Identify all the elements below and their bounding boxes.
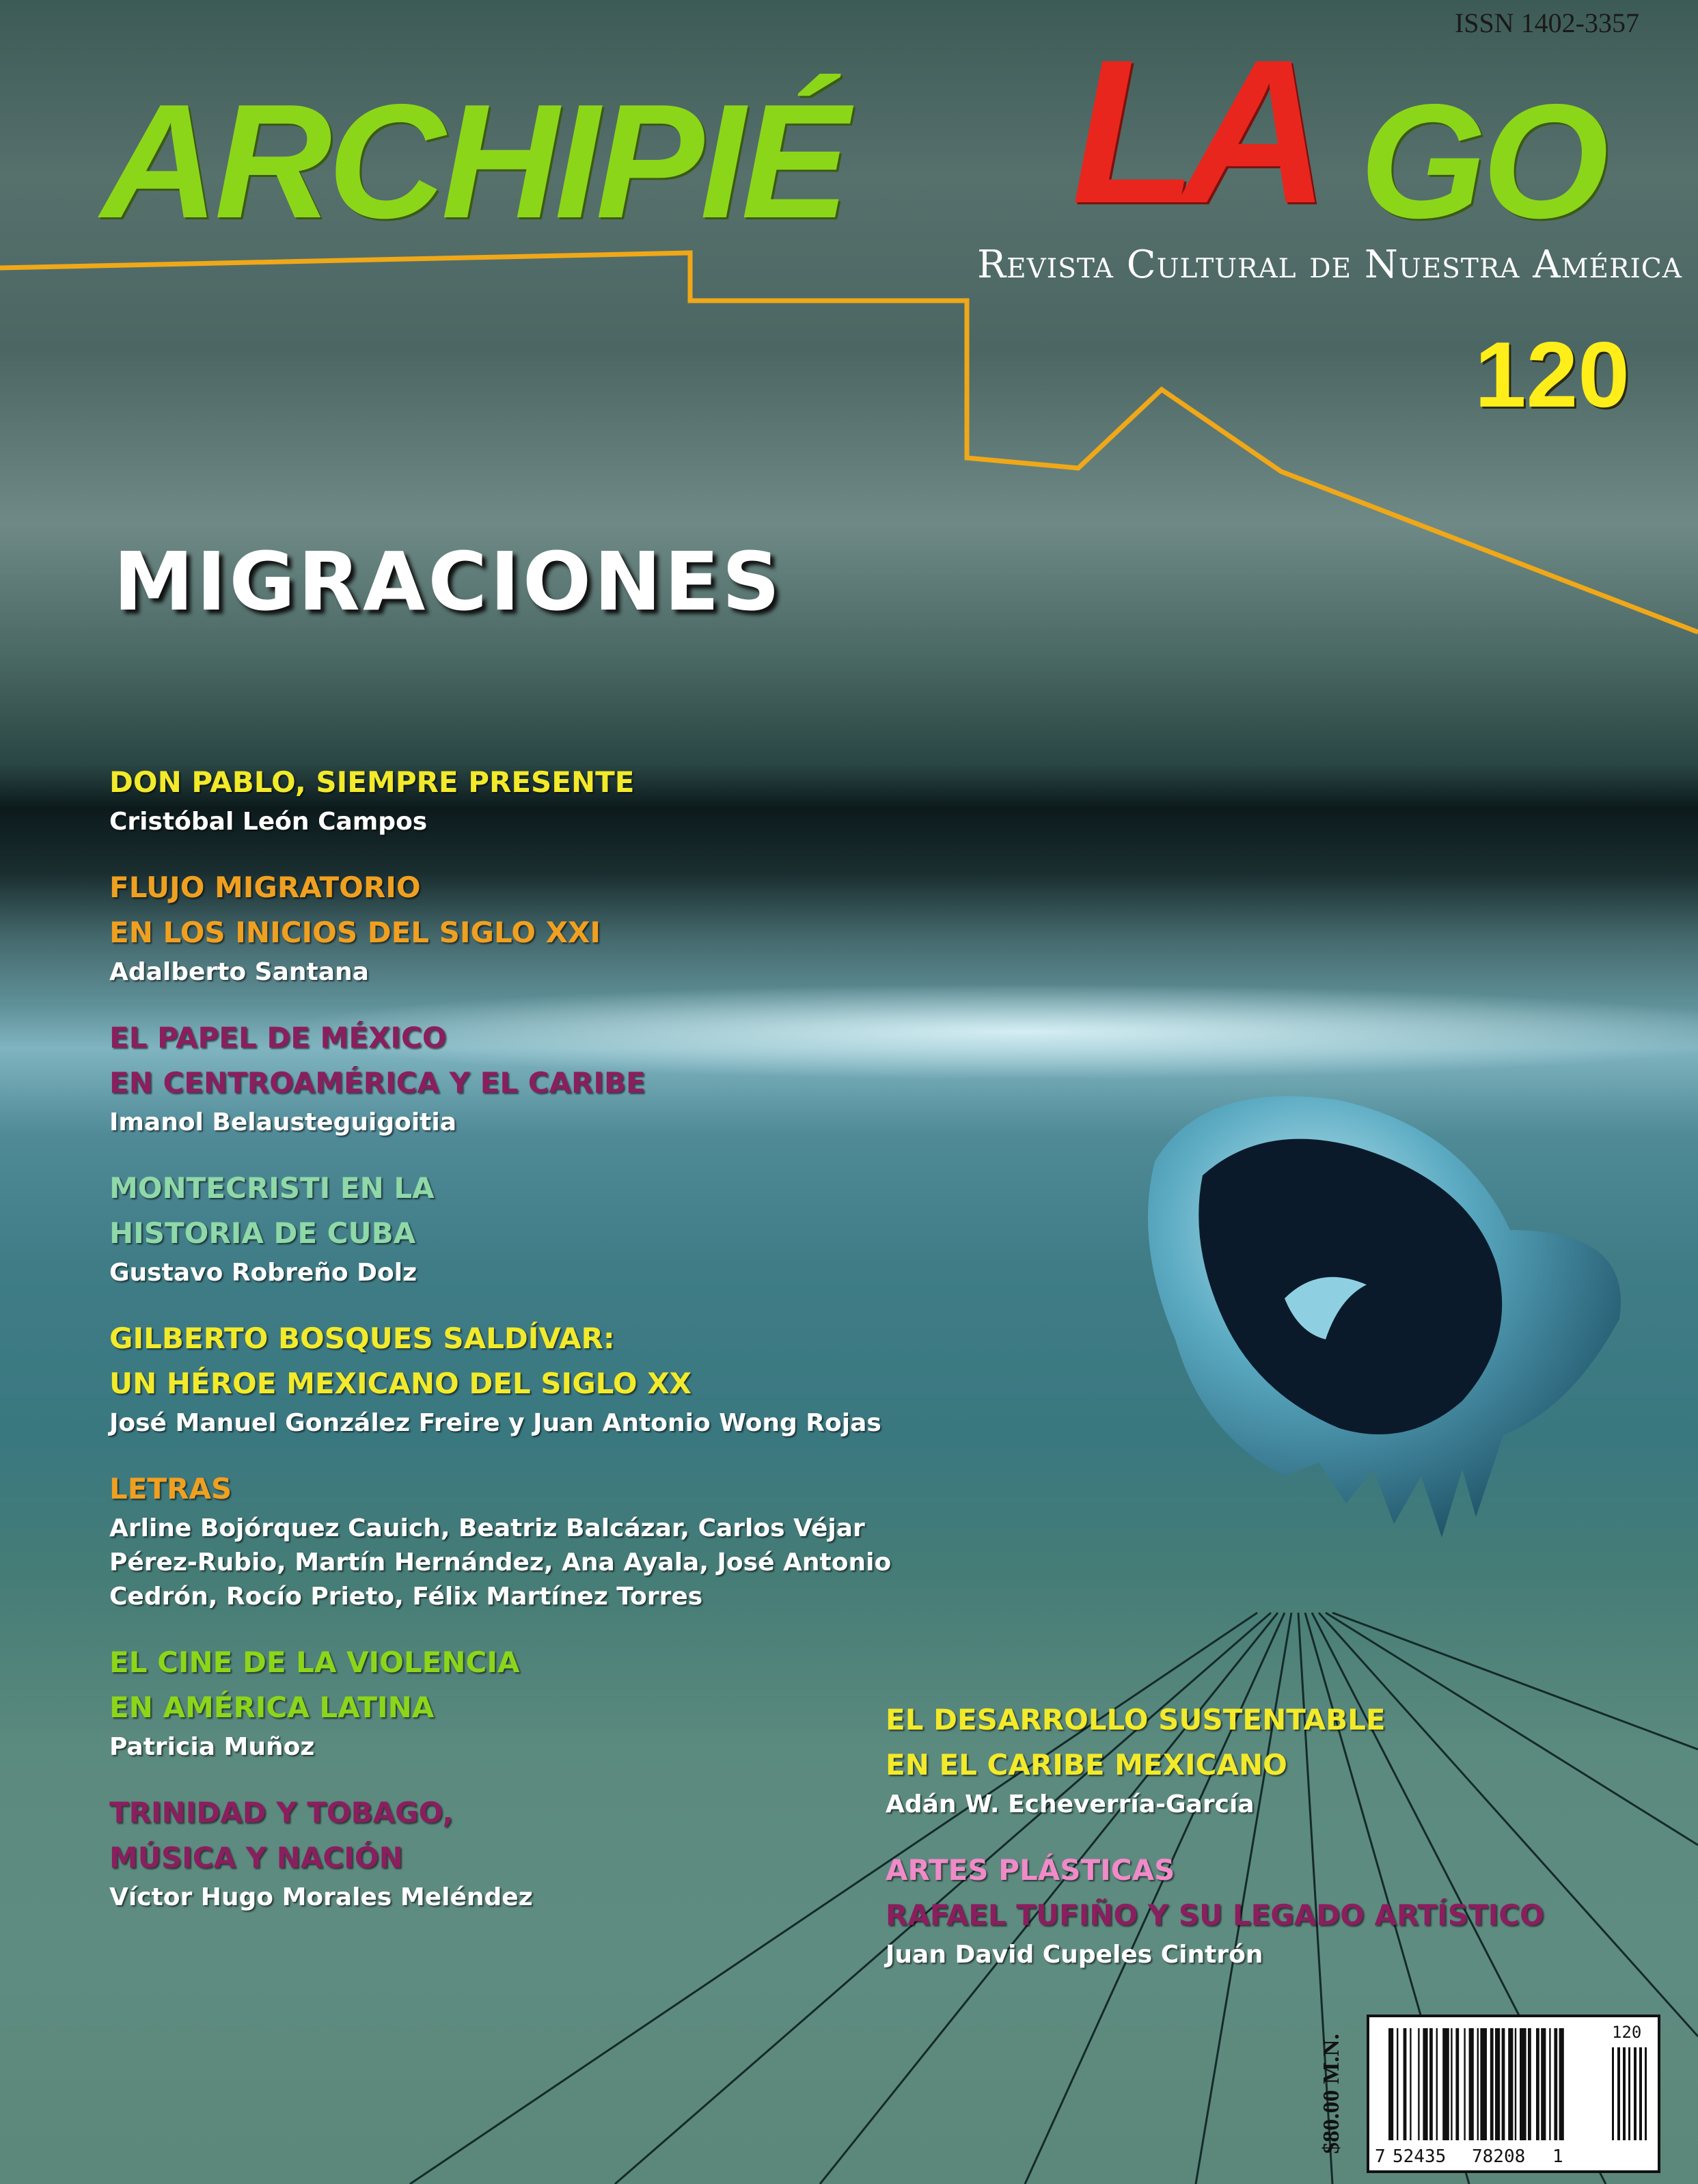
barcode-bar bbox=[1508, 2028, 1513, 2140]
article-title-line: EL PAPEL DE MÉXICO bbox=[109, 1021, 447, 1054]
issue-number: 120 bbox=[1475, 323, 1630, 426]
issue-theme-title: MIGRACIONES bbox=[113, 534, 783, 629]
barcode-supplement-bar bbox=[1645, 2047, 1647, 2140]
article-author: Arline Bojórquez Cauich, Beatriz Balcázar, Carlos Véjar Pérez-Rubio, Martín Hernández, Ana Ayala, José Antonio Cedrón, Rocío Prieto, Félix Martínez Torres bbox=[109, 1514, 892, 1611]
barcode-supplement-bar bbox=[1612, 2047, 1614, 2140]
article-title-line: DON PABLO, SIEMPRE PRESENTE bbox=[109, 765, 635, 799]
logo-text-middle: LA bbox=[1071, 16, 1315, 246]
contents-entry bbox=[109, 865, 895, 989]
barcode-bar bbox=[1520, 2028, 1526, 2140]
article-title-line: HISTORIA DE CUBA bbox=[109, 1216, 416, 1250]
logo-text-left: ARCHIPIÉ bbox=[101, 71, 846, 252]
barcode-bar bbox=[1480, 2028, 1487, 2140]
barcode-bar bbox=[1541, 2028, 1546, 2140]
article-title-line: FLUJO MIGRATORIO bbox=[109, 871, 421, 904]
article-author: Patricia Muñoz bbox=[109, 1733, 315, 1761]
article-author: José Manuel González Freire y Juan Antonio Wong Rojas bbox=[109, 1409, 881, 1437]
barcode-bar bbox=[1397, 2028, 1398, 2140]
barcode-bar bbox=[1429, 2028, 1433, 2140]
barcode-supplement-bar bbox=[1639, 2047, 1641, 2140]
barcode-digits-left: 7 bbox=[1375, 2146, 1386, 2167]
barcode-bar bbox=[1410, 2028, 1411, 2140]
barcode-bar bbox=[1442, 2028, 1449, 2140]
article-author: Adalberto Santana bbox=[109, 958, 369, 986]
barcode-bar bbox=[1554, 2028, 1557, 2140]
price-label bbox=[1302, 2015, 1361, 2173]
barcode-bars bbox=[1388, 2028, 1647, 2140]
barcode-supplement-bar bbox=[1634, 2047, 1637, 2140]
barcode-bar bbox=[1490, 2028, 1494, 2140]
barcode-bar bbox=[1515, 2028, 1516, 2140]
article-author: Víctor Hugo Morales Meléndez bbox=[109, 1883, 533, 1911]
article-title-line: LETRAS bbox=[109, 1472, 232, 1505]
barcode-bar bbox=[1559, 2028, 1564, 2140]
barcode bbox=[1367, 2015, 1660, 2173]
contents-entry bbox=[109, 1640, 895, 1764]
article-title-line: EN LOS INICIOS DEL SIGLO XXI bbox=[109, 916, 601, 949]
barcode-bar bbox=[1528, 2028, 1531, 2140]
contents-entry bbox=[109, 1166, 895, 1290]
barcode-bar bbox=[1549, 2028, 1550, 2140]
barcode-supplement-bar bbox=[1623, 2047, 1624, 2140]
barcode-bar bbox=[1464, 2028, 1465, 2140]
barcode-bar bbox=[1423, 2028, 1427, 2140]
barcode-bar bbox=[1495, 2028, 1500, 2140]
barcode-svg bbox=[1369, 2017, 1658, 2170]
barcode-bar bbox=[1502, 2028, 1505, 2140]
article-title-line: ARTES PLÁSTICAS bbox=[886, 1853, 1175, 1887]
article-author: Juan David Cupeles Cintrón bbox=[886, 1941, 1263, 1969]
article-title-line: RAFAEL TUFIÑO Y SU LEGADO ARTÍSTICO bbox=[886, 1898, 1544, 1932]
article-title-line: UN HÉROE MEXICANO DEL SIGLO XX bbox=[109, 1367, 692, 1400]
contents-right-column bbox=[886, 1697, 1671, 1998]
article-title-line: EL DESARROLLO SUSTENTABLE bbox=[886, 1703, 1386, 1736]
article-title-line: EN CENTROAMÉRICA Y EL CARIBE bbox=[109, 1066, 646, 1100]
article-title-line: EL CINE DE LA VIOLENCIA bbox=[109, 1646, 520, 1679]
barcode-bar bbox=[1477, 2028, 1479, 2140]
contents-entry bbox=[109, 1015, 895, 1140]
contents-entry bbox=[109, 1790, 895, 1915]
article-title-line: GILBERTO BOSQUES SALDÍVAR: bbox=[109, 1322, 615, 1355]
barcode-digits-mid: 52435 bbox=[1393, 2146, 1447, 2167]
contents-left-column bbox=[109, 760, 895, 1941]
contents-entry bbox=[886, 1848, 1671, 1893]
barcode-bar bbox=[1451, 2028, 1452, 2140]
article-title-line: MONTECRISTI EN LA bbox=[109, 1171, 435, 1205]
article-title-line: TRINIDAD Y TOBAGO, bbox=[109, 1796, 454, 1829]
barcode-bar bbox=[1455, 2028, 1459, 2140]
barcode-issue: 120 bbox=[1612, 2023, 1642, 2042]
article-title-line: EN EL CARIBE MEXICANO bbox=[886, 1748, 1287, 1782]
floating-sphere bbox=[1148, 1096, 1621, 1538]
barcode-bar bbox=[1536, 2028, 1539, 2140]
article-title-line: EN AMÉRICA LATINA bbox=[109, 1691, 435, 1724]
magazine-subtitle: Revista Cultural de Nuestra América bbox=[977, 243, 1682, 287]
barcode-bar bbox=[1388, 2028, 1393, 2140]
barcode-supplement-bar bbox=[1617, 2047, 1620, 2140]
article-author: Gustavo Robreño Dolz bbox=[109, 1259, 417, 1287]
article-title-line: MÚSICA Y NACIÓN bbox=[109, 1841, 403, 1874]
article-author: Imanol Belausteguigoitia bbox=[109, 1108, 457, 1136]
issn-number: ISSN 1402-3357 bbox=[1454, 8, 1639, 38]
logo-text-right: GO bbox=[1360, 71, 1605, 252]
contents-entry bbox=[109, 1466, 895, 1614]
contents-entry bbox=[109, 1316, 895, 1441]
contents-entry bbox=[109, 760, 895, 839]
contents-entry bbox=[886, 1893, 1671, 1972]
barcode-bar bbox=[1418, 2028, 1419, 2140]
barcode-bar bbox=[1403, 2028, 1407, 2140]
barcode-check-digit: 1 bbox=[1552, 2146, 1563, 2167]
article-author: Adán W. Echeverría-García bbox=[886, 1790, 1255, 1818]
barcode-bar bbox=[1436, 2028, 1438, 2140]
price-text: $80.00 M.N. bbox=[1319, 2034, 1344, 2154]
barcode-supplement-bar bbox=[1628, 2047, 1630, 2140]
article-author: Cristóbal León Campos bbox=[109, 808, 428, 836]
barcode-digits-right: 78208 bbox=[1472, 2146, 1526, 2167]
contents-entry bbox=[886, 1697, 1671, 1822]
barcode-bar bbox=[1469, 2028, 1474, 2140]
